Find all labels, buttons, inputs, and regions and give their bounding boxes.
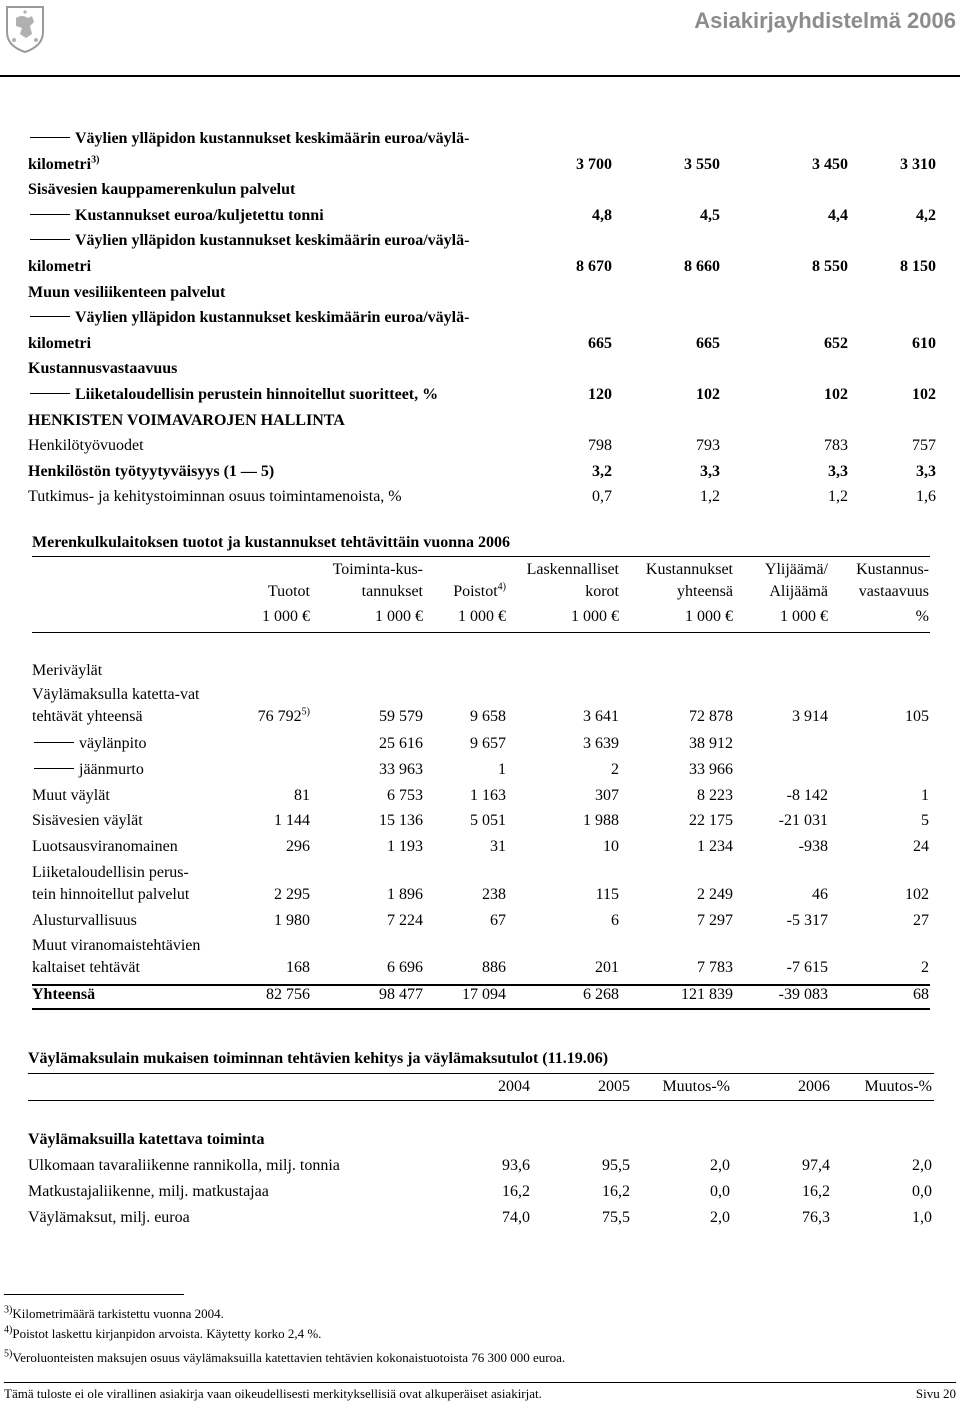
total-cell: -39 083	[778, 986, 828, 1003]
value-cell: 2	[611, 761, 619, 778]
row-label	[32, 787, 110, 805]
column-header	[386, 583, 506, 601]
value-cell: 9 658	[470, 708, 506, 725]
unit-cell: 1 000 €	[375, 608, 423, 625]
column-header-top: Kustannukset	[645, 561, 733, 578]
column-header: 2005	[598, 1078, 630, 1095]
row-label	[28, 463, 274, 481]
value-cell: 75,5	[602, 1209, 630, 1226]
value-cell: 2,0	[710, 1157, 730, 1174]
value-cell: 67	[490, 912, 506, 929]
table-row	[28, 258, 940, 284]
table-row	[28, 309, 940, 335]
value-cell	[190, 708, 310, 726]
row-label: Väylämaksut, milj. euroa	[28, 1209, 190, 1226]
value-cell: 74,0	[502, 1209, 530, 1226]
row-label	[28, 258, 91, 276]
value-cell: 2,0	[710, 1209, 730, 1226]
row-label	[28, 386, 438, 404]
value-cell: 16,2	[802, 1183, 830, 1200]
value-cell: 665	[696, 334, 720, 352]
column-header: vastaavuus	[858, 583, 929, 600]
header-rule	[0, 75, 960, 77]
value-cell: 2,0	[912, 1157, 932, 1174]
row-label-text: Henkilötyövuodet	[28, 437, 144, 455]
footnote	[4, 1350, 565, 1366]
row-label-text: tein hinnoitellut palvelut	[32, 886, 190, 903]
value-cell: 3 450	[812, 155, 848, 173]
column-header: yhteensä	[677, 583, 733, 600]
row-label-text: kaltaiset tehtävät	[32, 959, 140, 976]
row-label-text: Henkilöstön työtyytyväisyys (1 — 5)	[28, 462, 275, 480]
value-cell: 102	[905, 886, 929, 903]
unit-cell: 1 000 €	[685, 608, 733, 625]
row-label-text: kilometri	[28, 155, 92, 173]
table-row	[28, 488, 940, 514]
footnote	[4, 1326, 321, 1342]
footnote-ref: 4)	[497, 581, 506, 593]
value-cell: 8 223	[697, 787, 733, 804]
value-cell: 6 696	[387, 959, 423, 976]
value-cell: 1 896	[387, 886, 423, 903]
value-cell: 22 175	[689, 812, 733, 829]
row-label-text: Kustannukset euroa/kuljetettu tonni	[75, 206, 324, 224]
value-cell: 7 783	[697, 959, 733, 976]
value-cell: 1 163	[470, 787, 506, 804]
value-cell: 0,7	[592, 488, 612, 506]
row-label-text: Alusturvallisuus	[32, 912, 137, 929]
value-cell: 10	[603, 838, 619, 855]
value-cell: 1,2	[828, 488, 848, 506]
value-cell: -7 615	[786, 959, 828, 976]
value-cell: 38 912	[689, 735, 733, 752]
value-cell: 5 051	[470, 812, 506, 829]
value-cell: 296	[286, 838, 310, 855]
dash-mark	[34, 742, 74, 743]
value-cell: 31	[490, 838, 506, 855]
value-cell: -5 317	[786, 912, 828, 929]
value-cell: 33 963	[379, 761, 423, 778]
value-cell: 1 988	[583, 812, 619, 829]
dash-mark	[30, 137, 70, 138]
value-cell: 81	[294, 787, 310, 804]
value-cell: 1	[921, 787, 929, 804]
row-label: Ulkomaan tavaraliikenne rannikolla, milj. tonnia	[28, 1157, 340, 1174]
value-cell: 102	[696, 386, 720, 403]
value-cell: 1	[498, 761, 506, 778]
value-cell: 168	[286, 959, 310, 976]
value-cell: 3 550	[684, 155, 720, 173]
value-cell: 3,3	[916, 462, 936, 480]
value-text: 76 792	[257, 708, 302, 725]
dash-mark	[30, 239, 70, 240]
value-cell: -938	[798, 838, 828, 855]
value-cell: 1 980	[274, 912, 310, 929]
value-cell: 1,6	[916, 488, 936, 506]
column-header: 2004	[498, 1078, 530, 1095]
value-cell: 3 914	[792, 708, 828, 725]
row-label-text: Väylien ylläpidon kustannukset keskimäärin euroa/väylä-	[75, 232, 470, 250]
value-cell: 97,4	[802, 1157, 830, 1174]
row-label-text: kilometri	[28, 258, 92, 275]
fairway-dues-subtitle: Väylämaksuilla katettava toiminta	[28, 1131, 265, 1148]
column-header: korot	[585, 583, 619, 600]
total-cell: 121 839	[681, 986, 733, 1003]
row-label-line1: Liiketaloudellisin perus-	[32, 864, 189, 881]
coat-of-arms-logo	[4, 4, 46, 54]
value-cell: 72 878	[689, 708, 733, 725]
column-header-top: Kustannus-	[856, 561, 929, 578]
revenue-cost-table-title: Merenkulkulaitoksen tuotot ja kustannukset tehtävittäin vuonna 2006	[32, 534, 511, 551]
row-label	[32, 761, 144, 779]
value-cell: 46	[812, 886, 828, 903]
value-cell: 3 639	[583, 735, 619, 752]
table-row	[28, 181, 940, 207]
footnote-mark: 5)	[4, 1348, 13, 1360]
value-cell: 4,2	[916, 206, 936, 224]
value-cell: 95,5	[602, 1157, 630, 1174]
total-cell: 98 477	[379, 986, 423, 1003]
row-label	[28, 437, 144, 455]
footer-disclaimer: Tämä tuloste ei ole virallinen asiakirja vaan oikeudellisesti merkityksellisiä ovat alkuperäiset asiakirjat.	[4, 1386, 542, 1401]
value-cell: 59 579	[379, 708, 423, 725]
table3-top-rule	[28, 1073, 934, 1074]
value-cell: 8 660	[684, 258, 720, 275]
value-cell: 5	[921, 812, 929, 829]
value-cell: 16,2	[502, 1183, 530, 1200]
value-cell: 307	[595, 787, 619, 804]
column-header: Muutos-%	[864, 1078, 932, 1095]
value-cell: 6	[611, 912, 619, 929]
row-label-text: Sisävesien väylät	[32, 812, 143, 829]
value-cell: -8 142	[786, 787, 828, 804]
total-cell: 68	[913, 986, 929, 1003]
value-cell: 8 150	[900, 258, 936, 275]
value-cell: 7 297	[697, 912, 733, 929]
dash-mark	[30, 214, 70, 215]
row-label	[28, 284, 225, 302]
total-label: Yhteensä	[32, 986, 96, 1003]
row-label-text: tehtävät yhteensä	[32, 708, 143, 725]
row-label	[32, 812, 143, 830]
unit-cell: 1 000 €	[458, 608, 506, 625]
table-row	[28, 386, 940, 412]
column-header-top: Ylijäämä/	[764, 561, 828, 578]
row-label	[28, 335, 91, 353]
footnote-rule	[4, 1294, 184, 1295]
table-row	[28, 232, 940, 258]
table2-top-rule	[32, 556, 930, 557]
row-label	[28, 181, 295, 199]
value-cell: 1,0	[912, 1209, 932, 1226]
value-cell: 7 224	[387, 912, 423, 929]
table2-bottom-rule	[32, 1008, 930, 1010]
value-cell: 0,0	[710, 1183, 730, 1200]
value-cell: 665	[588, 334, 612, 352]
value-cell: 3 641	[583, 708, 619, 725]
row-label: Matkustajaliikenne, milj. matkustajaa	[28, 1183, 269, 1200]
value-cell: 757	[912, 437, 936, 455]
row-label	[32, 735, 147, 753]
value-cell: 3,3	[700, 462, 720, 480]
value-cell: 2 295	[274, 886, 310, 903]
value-cell: 3 310	[900, 155, 936, 173]
value-cell: 610	[912, 334, 936, 352]
unit-cell: 1 000 €	[262, 608, 310, 625]
value-cell: 886	[482, 959, 506, 976]
value-cell: 76,3	[802, 1209, 830, 1226]
column-header-top: Laskennalliset	[526, 561, 619, 578]
dash-mark	[30, 316, 70, 317]
row-label	[28, 360, 177, 378]
value-cell: 16,2	[602, 1183, 630, 1200]
footnote-mark: 4)	[4, 1324, 13, 1336]
value-cell: 115	[595, 886, 619, 903]
unit-cell: 1 000 €	[571, 608, 619, 625]
column-header-text: Poistot	[453, 583, 498, 600]
row-label-text: Muun vesiliikenteen palvelut	[28, 283, 226, 301]
value-cell: 9 657	[470, 735, 506, 752]
row-label-text: väylänpito	[79, 735, 147, 752]
row-label	[32, 886, 189, 904]
value-cell: 0,0	[912, 1183, 932, 1200]
row-label-line1: Muut viranomaistehtävien	[32, 937, 201, 954]
fairway-dues-table-title: Väylämaksulain mukaisen toiminnan tehtävien kehitys ja väylämaksutulot (11.19.06)	[28, 1050, 609, 1067]
table-row	[28, 463, 940, 489]
value-cell: 1 193	[387, 838, 423, 855]
value-cell: 6 753	[387, 787, 423, 804]
value-cell: 652	[824, 334, 848, 352]
row-label-text: kilometri	[28, 334, 92, 352]
value-cell: 3 700	[576, 155, 612, 173]
section-label-merivaylat: Meriväylät	[32, 662, 103, 679]
row-label	[28, 232, 469, 250]
table-row	[28, 335, 940, 361]
row-label-text: Liiketaloudellisin perustein hinnoitellut suoritteet, %	[75, 386, 439, 403]
row-label	[28, 488, 402, 506]
footnote-mark: 3)	[4, 1304, 13, 1316]
footnote-text: Poistot laskettu kirjanpidon arvoista. Käytetty korko 2,4 %.	[12, 1326, 322, 1341]
value-cell: 8 550	[812, 258, 848, 275]
total-cell: 82 756	[266, 986, 310, 1003]
table-row	[28, 156, 940, 182]
row-label	[28, 130, 469, 148]
column-header: Tuotot	[267, 583, 310, 600]
value-cell: 238	[482, 886, 506, 903]
footnote	[4, 1306, 224, 1322]
value-cell: 25 616	[379, 735, 423, 752]
dash-mark	[34, 768, 74, 769]
row-label-text: Väylien ylläpidon kustannukset keskimäärin euroa/väylä-	[75, 309, 470, 327]
footnote-text: Kilometrimäärä tarkistettu vuonna 2004.	[12, 1306, 224, 1321]
dash-mark	[30, 393, 70, 394]
column-header-top: Toiminta-kus-	[332, 561, 423, 578]
value-cell: 102	[912, 386, 936, 403]
row-label-line1: Väylämaksulla katetta-vat	[32, 686, 200, 703]
value-cell: 4,5	[700, 206, 720, 224]
value-cell: 798	[588, 437, 612, 455]
row-label	[32, 912, 137, 930]
row-label	[28, 309, 469, 327]
table3-header-rule	[28, 1100, 934, 1101]
table-row	[28, 284, 940, 310]
row-label-text: Sisävesien kauppamerenkulun palvelut	[28, 181, 296, 199]
column-header: 2006	[798, 1078, 830, 1095]
row-label	[32, 838, 178, 856]
value-cell: 201	[595, 959, 619, 976]
row-label	[28, 412, 345, 430]
value-cell: 1 144	[274, 812, 310, 829]
value-cell: 1 234	[697, 838, 733, 855]
value-cell: 33 966	[689, 761, 733, 778]
table-row	[28, 412, 940, 438]
value-cell: 4,8	[592, 206, 612, 224]
row-label-text: Tutkimus- ja kehitystoiminnan osuus toimintamenoista, %	[28, 488, 402, 506]
row-label-text: Väylien ylläpidon kustannukset keskimäärin euroa/väylä-	[75, 130, 470, 147]
column-header: Alijäämä	[769, 583, 828, 600]
table-row	[28, 130, 940, 156]
column-header: tannukset	[361, 583, 423, 600]
row-label-text: jäänmurto	[79, 761, 144, 778]
row-label-text: Kustannusvastaavuus	[28, 360, 178, 378]
table2-header-rule	[32, 632, 930, 633]
value-cell: 2 249	[697, 886, 733, 903]
row-label-text: HENKISTEN VOIMAVAROJEN HALLINTA	[28, 411, 345, 429]
footnote-text: Veroluonteisten maksujen osuus väylämaksuilla katettavien tehtävien kokonaistuotoista 76 300 000 euroa.	[12, 1350, 566, 1365]
row-label	[32, 959, 140, 977]
total-cell: 17 094	[462, 986, 506, 1003]
value-cell: 3,2	[592, 462, 612, 480]
footnote-ref: 3)	[91, 154, 100, 166]
unit-cell: 1 000 €	[780, 608, 828, 625]
row-label	[28, 156, 99, 174]
table-row	[28, 437, 940, 463]
value-cell: 793	[696, 437, 720, 455]
footnote-ref: 5)	[301, 706, 310, 718]
unit-cell: %	[915, 608, 929, 625]
value-cell: 27	[913, 912, 929, 929]
value-cell: 105	[905, 708, 929, 725]
value-cell: 120	[588, 386, 612, 403]
value-cell: 2	[921, 959, 929, 976]
row-label	[32, 708, 143, 726]
footer-rule	[4, 1382, 956, 1383]
value-cell: 93,6	[502, 1157, 530, 1174]
value-cell: -21 031	[778, 812, 828, 829]
row-label-text: Luotsausviranomainen	[32, 838, 178, 855]
value-cell: 1,2	[700, 488, 720, 506]
column-header: Muutos-%	[662, 1078, 730, 1095]
value-cell: 8 670	[576, 258, 612, 275]
value-cell: 102	[824, 386, 848, 403]
row-label	[28, 207, 324, 225]
value-cell: 783	[824, 437, 848, 455]
row-label-text: Muut väylät	[32, 787, 110, 804]
page-number: Sivu 20	[915, 1386, 956, 1401]
value-cell: 15 136	[379, 812, 423, 829]
value-cell: 24	[913, 838, 929, 855]
document-title: Asiakirjayhdistelmä 2006	[694, 8, 956, 33]
value-cell: 4,4	[828, 206, 848, 224]
table-row	[28, 360, 940, 386]
table-row	[28, 207, 940, 233]
total-cell: 6 268	[583, 986, 619, 1003]
value-cell: 3,3	[828, 462, 848, 480]
